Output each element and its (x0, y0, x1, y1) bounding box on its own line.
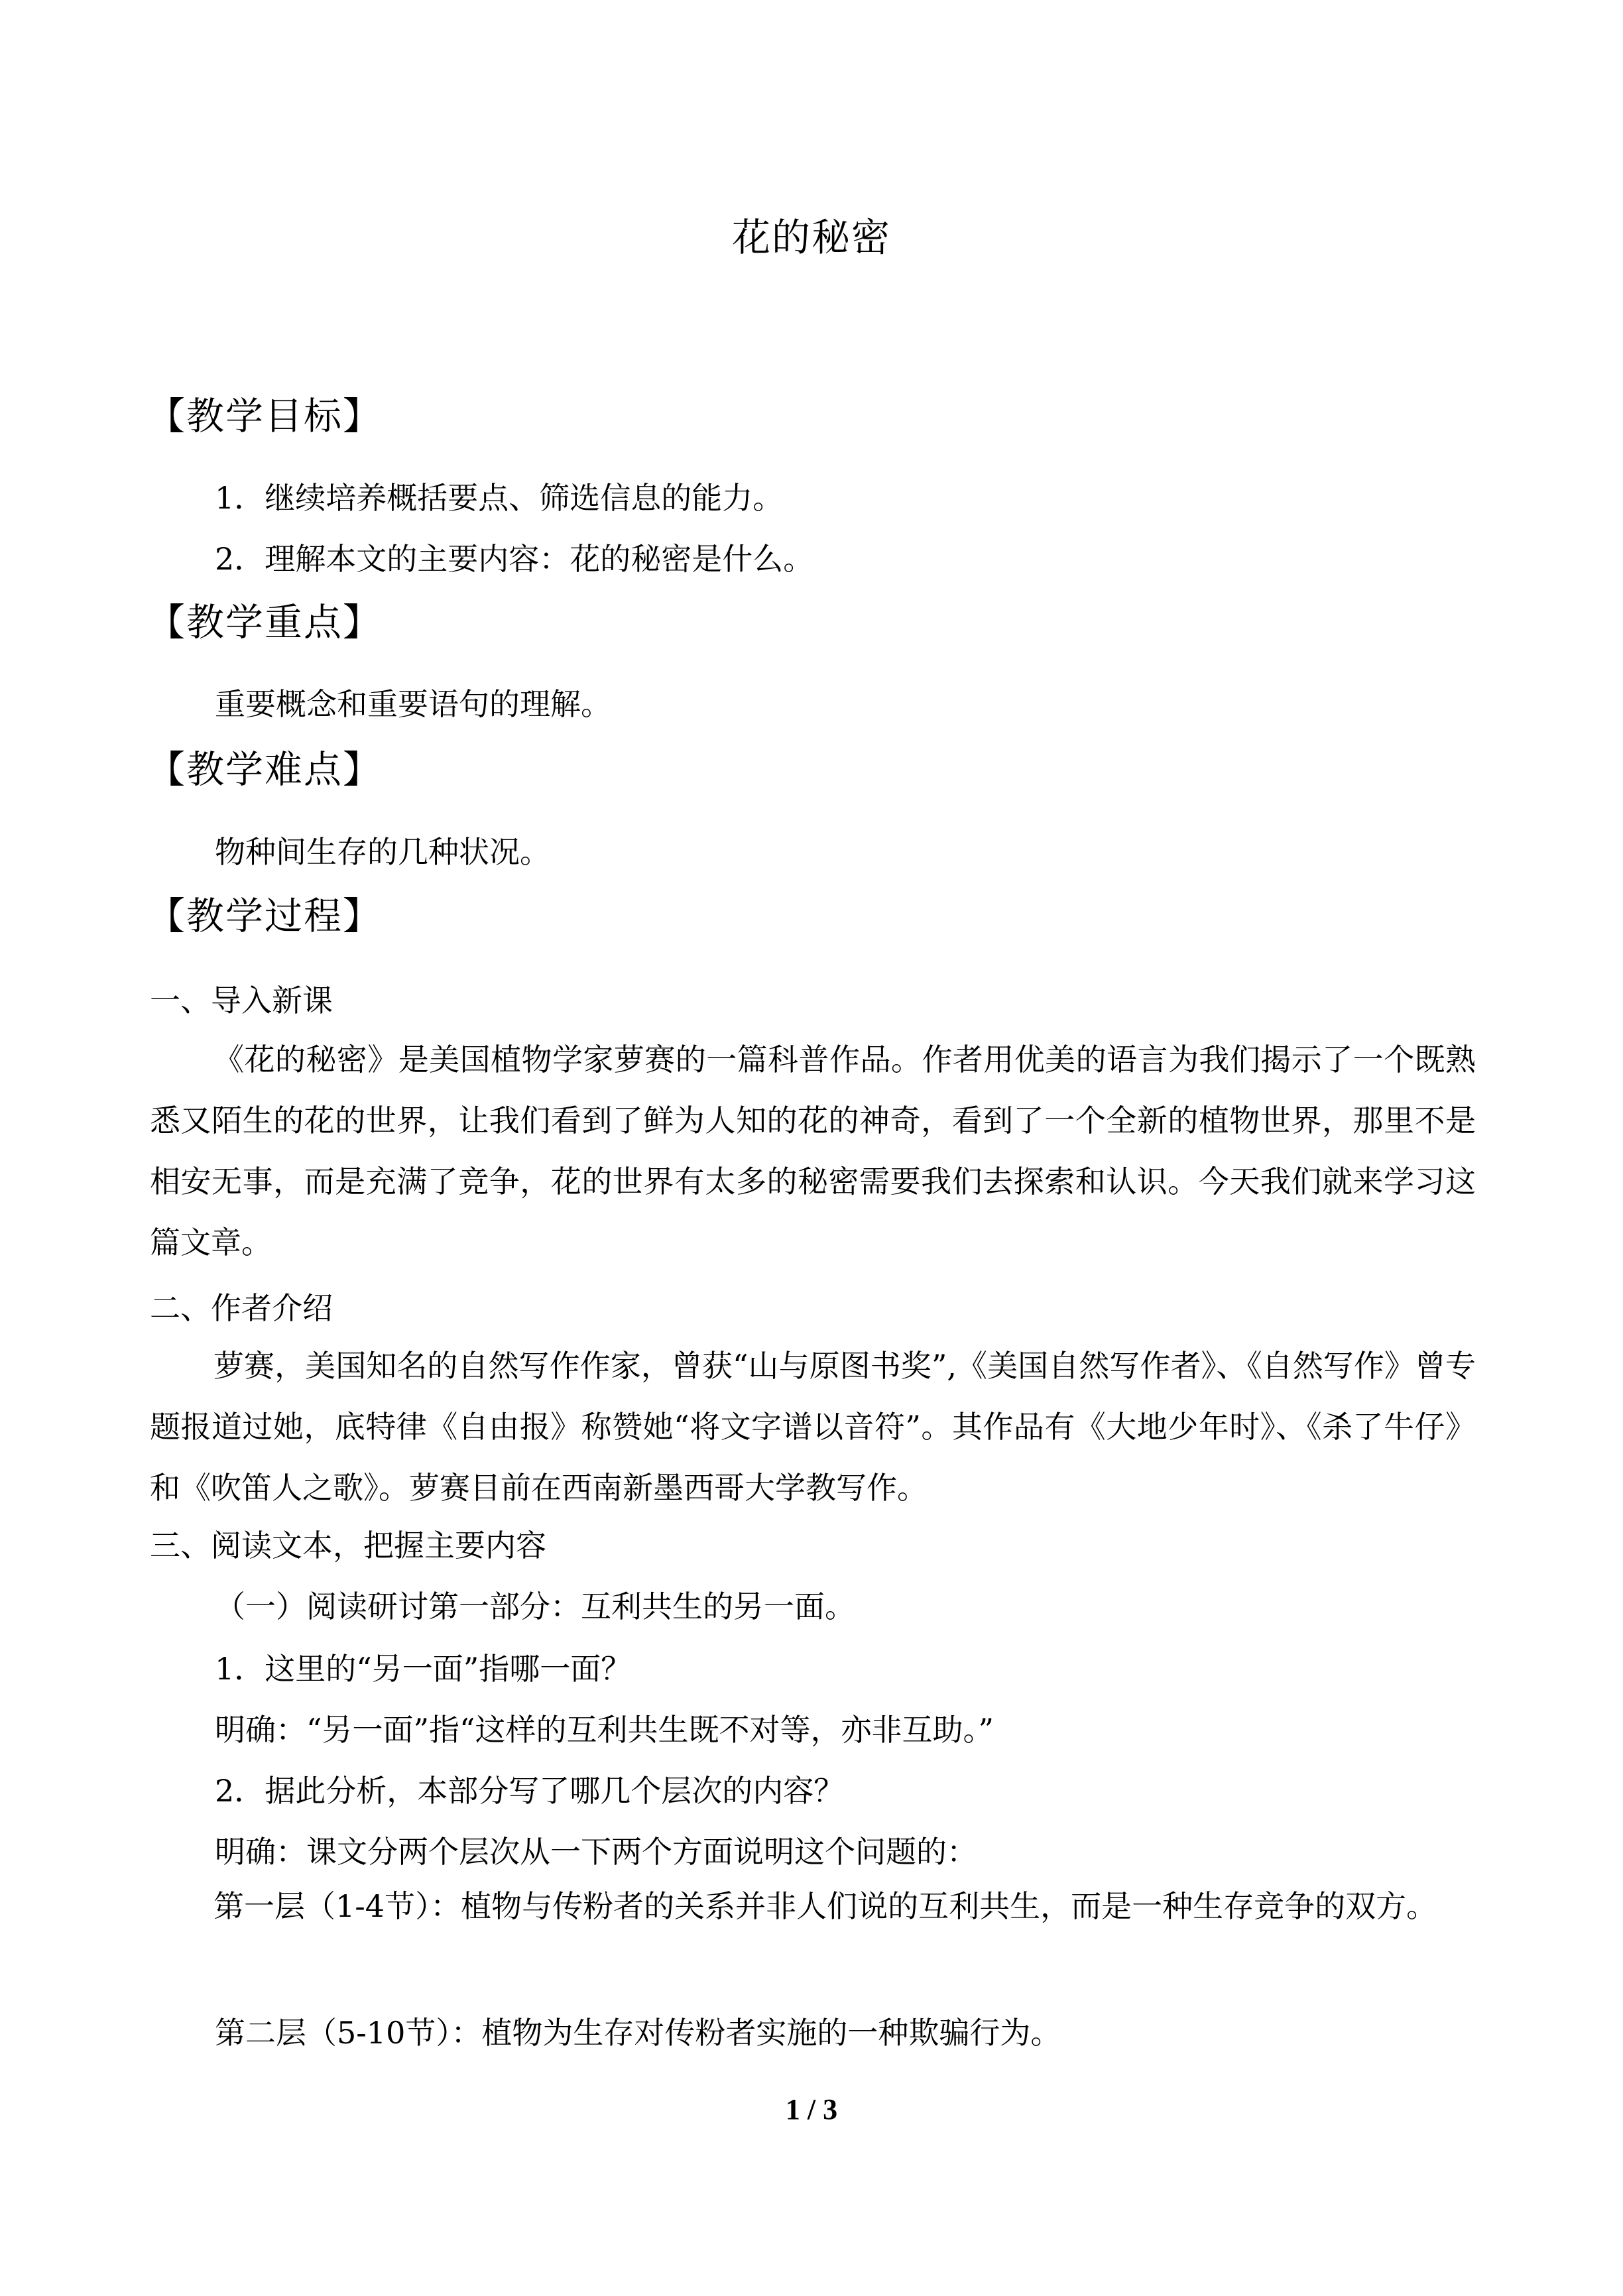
layer-2: 第二层（5-10节）：植物为生存对传粉者实施的一种欺骗行为。 (215, 2015, 1061, 2051)
key-points-heading: 【教学重点】 (147, 601, 382, 644)
question-2: 2．据此分析，本部分写了哪几个层次的内容？ (215, 1773, 845, 1809)
part1-heading: 一、导入新课 (150, 983, 333, 1018)
objective-item-1: 1．继续培养概括要点、筛选信息的能力。 (215, 480, 784, 516)
key-points-text: 重要概念和重要语句的理解。 (215, 686, 611, 722)
intro-paragraph: 《花的秘密》是美国植物学家萝赛的一篇科普作品。作者用优美的语言为我们揭示了一个既熟悉又陌生的花的世界，让我们看到了鲜为人知的花的神奇，看到了一个全新的植物世界，那里不是相安无事，而是充满了竞争，花的世界有太多的秘密需要我们去探索和认识。今天我们就来学习这篇文章。 (150, 1042, 1476, 1260)
page-title: 花的秘密 (731, 215, 891, 260)
answer-2: 明确：课文分两个层次从一下两个方面说明这个问题的： (215, 1834, 977, 1870)
answer-1: 明确：“另一面”指“这样的互利共生既不对等，亦非互助。” (215, 1712, 994, 1748)
objectives-heading: 【教学目标】 (147, 394, 382, 438)
part2-heading: 二、作者介绍 (150, 1290, 333, 1326)
author-paragraph: 萝赛，美国知名的自然写作作家，曾获“山与原图书奖”,《美国自然写作者》、《自然写作》曾专题报道过她，底特律《自由报》称赞她“将文字谱以音符”。其作品有《大地少年时》、《杀了牛仔》和《吹笛人之歌》。萝赛目前在西南新墨西哥大学教写作。 (150, 1348, 1476, 1506)
page-number: 1 / 3 (785, 2093, 838, 2126)
difficulties-heading: 【教学难点】 (147, 748, 382, 792)
part3-heading: 三、阅读文本，把握主要内容 (150, 1528, 546, 1563)
process-heading: 【教学过程】 (147, 894, 382, 938)
question-1: 1．这里的“另一面”指哪一面？ (215, 1651, 632, 1687)
part3-sub1: （一）阅读研讨第一部分：互利共生的另一面。 (215, 1589, 855, 1624)
layer-1: 第一层（1-4节）：植物与传粉者的关系并非人们说的互利共生，而是一种生存竞争的双方。 (213, 1888, 1437, 1924)
difficulties-text: 物种间生存的几种状况。 (215, 834, 550, 870)
objective-item-2: 2．理解本文的主要内容：花的秘密是什么。 (215, 541, 814, 577)
